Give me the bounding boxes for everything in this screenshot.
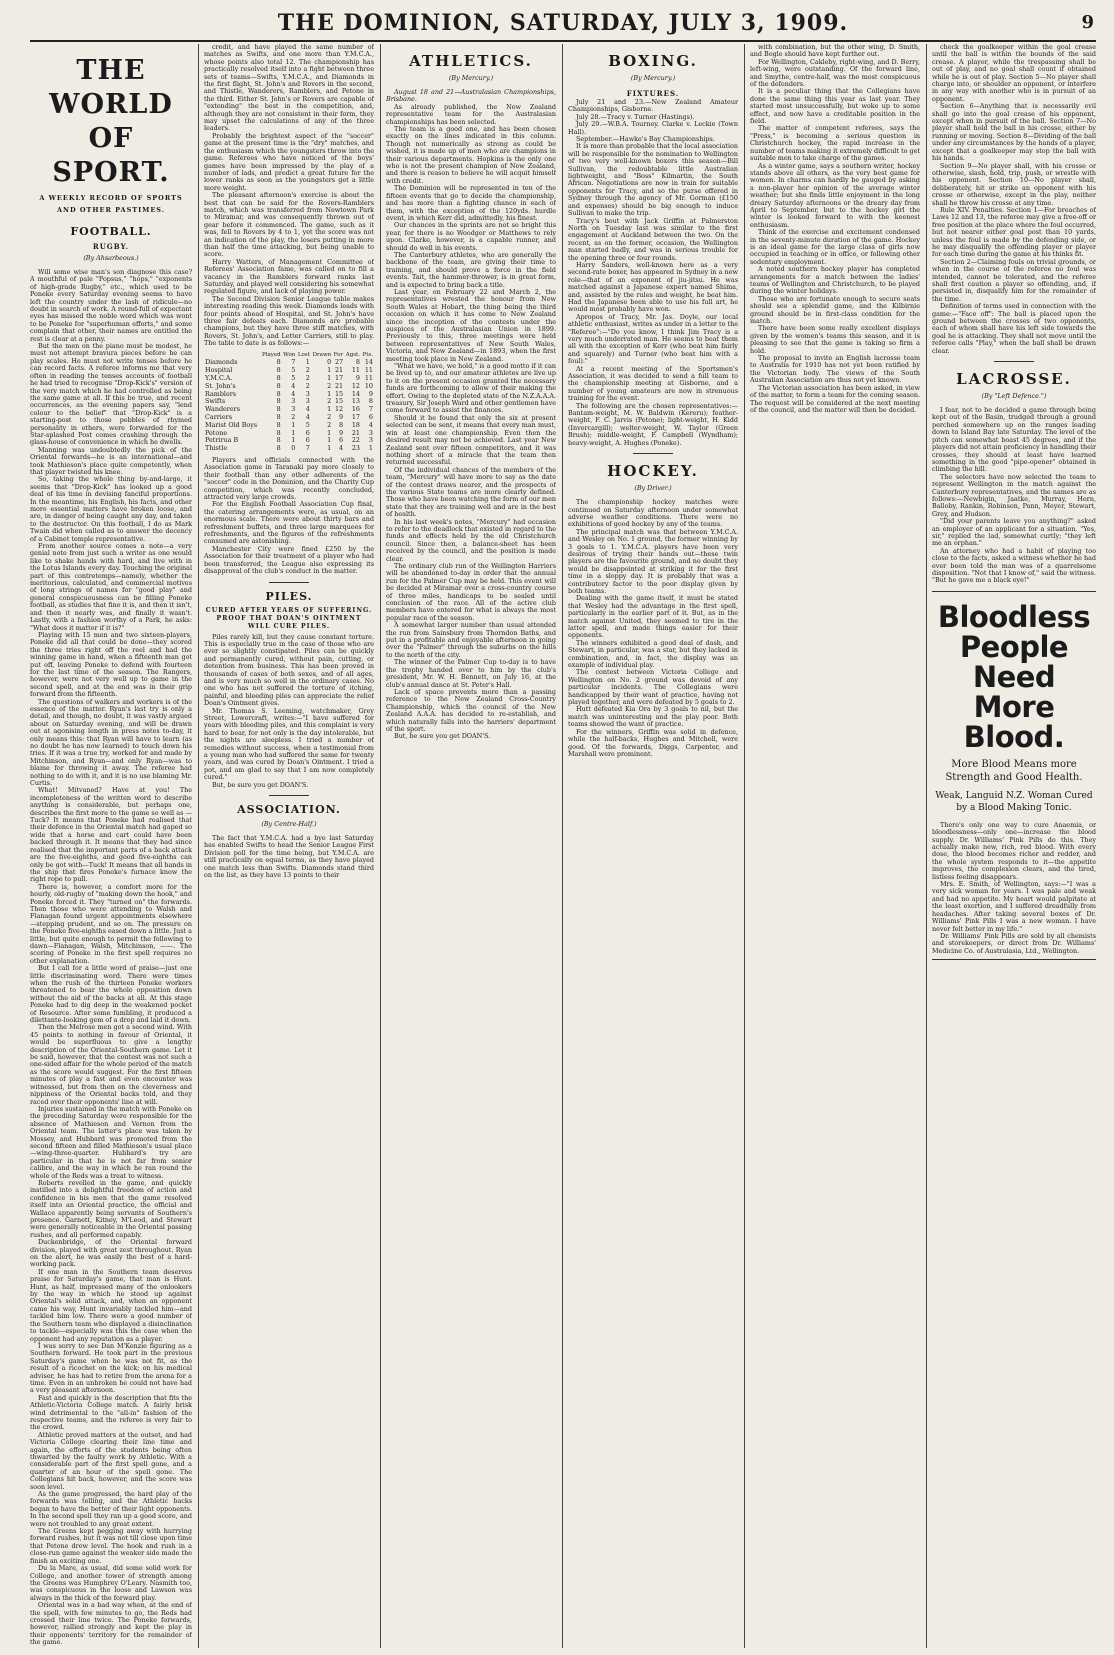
table-cell: 11 xyxy=(364,366,373,375)
table-row xyxy=(204,391,374,399)
table-cell: Ramblers xyxy=(205,389,237,398)
table-cell: 0 xyxy=(327,358,332,367)
article-paragraph: The matter of competent referees, says the "Press," is becoming a serious question in Christchurch hockey, the rapid increase in the number of teams making it extremely difficult to get suitable men to take charge of the games. xyxy=(750,124,920,163)
table-cell: 8 xyxy=(355,358,360,367)
article-paragraph: The pleasant afternoon's exercise is about the best that can be said for the Rovers-Ramblers match, which was transferred from Newtown Park to Miramar, and was consequently thrown out of gear before it commenced. The game, such as it was, fell to Rovers by 4 to 1, yet the score was not an indication of the play, the losers putting in more than half the time attacking, but being unable to score. xyxy=(204,191,374,259)
article-paragraph: Will some wise man's son diagnose this case? A mouthful of pale "Popsus," "hops," "exponents of high-grade Rugby," etc., which used to be Poneke every Saturday evening seems to have left the country under the lash of ridicule—no doubt in search of work. A round-full of expectant eyes has missed the noble word which was wont to be Poneke for "superhuman efforts," and some complain that other, their names are entitled the rest is clear at a penny. xyxy=(30,268,192,343)
article-paragraph: Should it be found that only the six at present selected can be sent, it means that every man must, win at least one championship. Even then the desired result may not be achieved. Last year New Zealand sent over fifteen competitors, and it was nothing short of a miracle that the team then returned successful. xyxy=(386,413,556,467)
table-cell: Petone xyxy=(205,428,228,437)
table-cell: 21 xyxy=(334,366,344,375)
table-cell: Petrirua B xyxy=(205,436,239,445)
lacrosse-body xyxy=(932,407,1096,518)
article-paragraph: Fast and quickly is the description that fits the Athletic-Victoria College match. A fairly brisk wind detrimental to the "all-in" fashion of the respective teams, and the referee is very fair to the crowd. xyxy=(30,1393,192,1432)
table-cell: 5 xyxy=(291,366,296,375)
article-paragraph: Definition of terms used in connection with the game:—"Face off": The ball is placed upon the ground between the crosses of two opponents, each of whom shall have his left side towards the goal he is attacking. They shall not move until the referee calls "Play," when the ball shall be drawn clear. xyxy=(932,302,1096,355)
table-cell: 8 xyxy=(368,397,373,406)
article-paragraph: Tracy's bout with Jack Griffin at Palmerston North on Tuesday last was similar to the first engagement at Auckland between the two. On the recent, as on the former, occasion, the Wellington man started badly, and was in serious trouble for the opening three or four rounds. xyxy=(568,216,738,262)
article-paragraph: Last year, on February 22 and March 2, the representatives wrested the honour from New South Wales at Hobart, the thing being the third occasion on which it has come to New Zealand since the inception of the contests under the auspices of the Australasian Union in 1899. Previously to this, three meetings were held between representatives of New South Wales, Victoria, and New Zealand—in 1893, when the first meeting took place in New Zealand. xyxy=(386,287,556,363)
boxing-body xyxy=(568,143,738,447)
lacrosse-byline: (By "Left Defence.") xyxy=(981,392,1047,401)
article-paragraph: But the men on the piano must be modest, he must not attempt bravura pieces before he can play scales. He must not write tenses before he can record facts. A referee informs me that very often in reading the tenses accounts of football he had tried to recognise "Drop-Kick's" version of the very match which he had controlled as being the same game at all. If this be true, and recent occurrences, as the evening papers say, "lend colour to the belief" that "Drop-Kick" is a starting-post to those pebbles of rhymed personality in others, were forwarded for the Star-splashed Post comes crashing through the glass-house of convenience in which he dwells. xyxy=(30,342,192,447)
table-cell: 7 xyxy=(291,358,296,367)
article-paragraph: Probably the brightest aspect of the "soccer" game at the present time is the "dry" matches, and the enthusiasm which the youngsters throw into the game. Referees who have noticed of the boys' games have been impressed by the play of a number of lads, and predict a great future for the lower ranks as soon as the youngsters get a little more weight. xyxy=(204,131,374,192)
sport-body xyxy=(30,269,192,1647)
table-cell: 21 xyxy=(351,428,360,437)
article-paragraph: Rule XIV. Penalties. Section 1—For breaches of Laws 12 and 13, the referee may give a free-off or free position at the place where the foul occurred, but not nearer either goal post than 10 yards, unless the foul is made by the defending side, or he may disqualify the offending player or player for each time during the game at his thinks fit. xyxy=(932,205,1096,259)
article-paragraph: The contest between Victoria College and Wellington on No. 2 ground was devoid of any particular incidents. The Collegians were handicapped by their want of practice, having not played together, and were defeated by 5 goals to 2. xyxy=(568,668,738,707)
table-cell: 3 xyxy=(368,436,373,445)
table-cell: 1 xyxy=(327,436,332,445)
table-cell: 14 xyxy=(351,389,360,398)
column-rule xyxy=(562,44,563,1648)
fixture-item: July 28.—Tracy v. Turner (Hastings). xyxy=(576,112,695,121)
column-rule xyxy=(380,44,381,1648)
table-cell: 14 xyxy=(364,358,373,367)
article-paragraph: I was sorry to see Dan M'Kenzie figuring as a Southern forward. He took part in the previous Saturday's game when he was not fit, as the result of a ricochet on the kick; on his medical adviser, he has had to retire from the arena for a time. Even in an unbroken he could not have had a very pleasant afternoon. xyxy=(30,1341,192,1395)
table-cell: 8 xyxy=(276,381,281,390)
article-paragraph: The Second Division Senior League table makes interesting reading this week. Diamonds leads with four points ahead of Hospital, and St. John's have three fair defeats each. Diamonds are probable champions, but they have three stiff matches, with Rovers, St. John's, and Letter Carriers, still to play. The table to date is as follows:— xyxy=(204,294,374,348)
masthead-title: THE DOMINION, SATURDAY, JULY 3, 1909. xyxy=(277,10,849,36)
article-paragraph: Roberts revelled in the game, and quickly instilled into a delightful freedom of action and confidence in his men that the game resolved itself into an Oriental practice, the official and Wallace apparently being servants of Southern's presence. Garnett, Kitney, M'Leod, and Stewart were generally noticeable in the Oriental passing rushes, and all performed capably. xyxy=(30,1178,192,1239)
table-cell: 0 xyxy=(291,444,296,453)
league-table xyxy=(204,352,374,453)
article-paragraph: But I call for a little word of praise—just one little discriminating word. There were times when the rush of the thirteen Poneke workers threatened to bear the whole opposition down without the aid of the backs at all. At this stage Poneke had to dig deep in the weakened pocket of Resource. After some fumbling, it produced a dilettante-looking gem of a drop and laid it down. xyxy=(30,964,192,1025)
table-row xyxy=(204,445,374,453)
advertisement xyxy=(932,591,1096,960)
article-paragraph: Players and officials connected with the Association game in Taranaki pay more closely to their football than any other adherents of the "soccer" code in the Dominion, and the Charity Cup competition, which was recently concluded, attracted very large crowds. xyxy=(204,456,374,502)
piles-heading: PILES. xyxy=(265,589,313,603)
athletics-heading: ATHLETICS. xyxy=(409,52,533,70)
divider xyxy=(269,582,309,583)
table-cell: 1 xyxy=(368,444,373,453)
article-paragraph: Section 6—Anything that is necessarily evil shall go into the goal crease of his opponent, except when in pursuit of the ball. Section 7—No player shall hold the ball in his crosse, either by running or moving. Section 8—Dividing of the ball under any circumstances by the hands of a player, except that a goalkeeper may stop the ball with his hands. xyxy=(932,102,1096,163)
article-paragraph: The Canterbury athletes, who are generally the backbone of the team, are giving their time to training, and should prove a force in the field events. Tait, the hammer-thrower, is in great form, and is expected to bring back a title. xyxy=(386,250,556,289)
table-cell: 18 xyxy=(351,420,360,429)
article-paragraph: As a winter game, says a southern writer, hockey stands above all others, as the very best game for women. In charms can hardly be gauged by asking a non-player her opinion of the average winter weather; but she finds little enjoyment in the long dreary Saturday afternoons or the dreary day from April to September, but to the hockey girl the winter is looked forward to with the keenest enthusiasm. xyxy=(750,161,920,229)
article-paragraph: Then the Melrose men got a second wind. With 45 points to nothing in favour of Oriental, it would be superfluous to give a lengthy description of the Oriental-Southern game. Let it be said, however, that the contest was not such a one-sided affair for the whole period of the match as the score would suggest. For the first fifteen minutes of play a fast and even encounter was witnessed, but from then on the cleverness and nippiness of the Oriental backs told, and they raced over their opponents' line at will. xyxy=(30,1023,192,1106)
article-paragraph: Manning was undoubtedly the pick of the Oriental forwards—he is an international—and took Mathieson's place quite competently, when that player twisted his knee. xyxy=(30,445,192,476)
league-table-body xyxy=(204,359,374,453)
table-cell: 6 xyxy=(339,436,344,445)
table-cell: Swifts xyxy=(205,397,226,406)
table-cell: Thistle xyxy=(205,444,228,453)
table-header-cell: Played xyxy=(262,351,281,358)
article-paragraph: Those who are fortunate enough to secure seats should see a splendid game, and the Kilbirnie ground should be in first-class condition for the match. xyxy=(750,294,920,326)
table-cell: 9 xyxy=(355,374,360,383)
article-paragraph: Manchester City were fined £250 by the Association for their treatment of a player who had been transferred, the League also expressing its disapproval of the club's conduct in the matter. xyxy=(204,544,374,576)
table-cell: 21 xyxy=(334,381,344,390)
article-paragraph: Dealing with the game itself, it must be stated that Wesley had the advantage in the first spell, particularly in the earlier part of it. But, as in the match against United, they seemed to tire in the latter spell, and made things easier for their opponents. xyxy=(568,594,738,640)
table-cell: 1 xyxy=(327,389,332,398)
football-heading: FOOTBALL. xyxy=(70,225,152,238)
article-paragraph: Apropos of Tracy, Mr. Jas. Doyle, our local athletic enthusiast, writes as under in a letter to the "Referee":—"Do you know, I think Jim Tracy is a very much underrated man. He seems to beat them all with the exception of Kerr (who beat him fairly and squarely) and Turner (who beat him with a foul)." xyxy=(568,312,738,366)
article-paragraph: Lack of space prevents more than a passing reference to the New Zealand Cross-Country Championship, which the council of the New Zealand A.A.A. has decided to re-establish, and which naturally falls into the harriers' department of the sport. xyxy=(386,687,556,733)
column-athletics xyxy=(386,44,556,1648)
table-cell: 11 xyxy=(351,366,360,375)
table-header-cell: Won xyxy=(283,351,296,358)
article-paragraph: A somewhat larger number than usual attended the run from Sainsbury from Thorndon Baths, and put in a profitable and enjoyable afternoon in going over the "Palmer" through the suburbs on the hills to the north of the city. xyxy=(386,621,556,659)
table-cell: 15 xyxy=(334,397,344,406)
fixtures-heading: FIXTURES. xyxy=(626,89,680,98)
ad-headline: Bloodless People Need More Blood. xyxy=(937,599,1091,754)
ad-paragraph: Mrs. E. Smith, of Wellington, says:—"I was a very sick woman for years. I was pale and weak and had no appetite. My heart would palpitate at the least exertion, and I suffered dreadfully from headaches. After taking several boxes of Dr. Williams' Pink Pills I was a new woman. I have never felt better in my life." xyxy=(932,880,1096,933)
masthead xyxy=(30,6,1096,42)
article-paragraph: In his last week's notes, "Mercury" had occasion to refer to the deadlock that existed in regard to the funds and effects held by the old Christchurch council. Since then, a balance-sheet has been received by the council, and the position is made clear. xyxy=(386,517,556,563)
article-paragraph: An attorney who had a habit of playing too close to the facts, asked a witness whether he had ever been told the man was of a quarrelsome disposition. "Not that I know of," said the witness. "But he gave me a black eye!" xyxy=(932,546,1096,585)
rugby-heading: RUGBY. xyxy=(92,242,130,251)
table-header-cell: For xyxy=(333,351,344,358)
article-paragraph: For the English Football Association Cup final, the catering arrangements were, as usual, on an enormous scale. There were about thirty bars and refreshment buffets, and three large marquees for refreshments, and the figures of the refreshments consumed are astonishing. xyxy=(204,500,374,546)
table-cell: 9 xyxy=(368,389,373,398)
table-cell: 17 xyxy=(334,374,344,383)
article-paragraph: The team is a good one, and has been chosen exactly on the lines indicated in this column. Though not numerically as strong as could be wished, it is made up of men who are champions in their various departments. Hopkins is the only one who is not the present champion of New Zealand, and there is reason to believe he will acquit himself with credit. xyxy=(386,125,556,185)
athletics-body xyxy=(386,104,556,741)
table-cell: 8 xyxy=(276,397,281,406)
fixture-item: July 29.—W.B.A. Tourney. Clarke v. Leckie (Town Hall). xyxy=(568,120,738,136)
article-paragraph: The championship hockey matches were continued on Saturday afternoon under somewhat adverse weather conditions. There were no exhibitions of good hockey by any of the teams. xyxy=(568,498,738,529)
table-cell: 1 xyxy=(327,444,332,453)
article-paragraph: There have been some really excellent displays given by the women's teams this season, and it is pleasing to see that the game is taking so firm a hold. xyxy=(750,324,920,355)
hockey-heading: HOCKEY. xyxy=(607,462,699,481)
article-paragraph: The Victorian association has been asked, in view of the matter, to form a team for the coming season. The request will be considered at the next meeting of the council, and the matter will then be decided. xyxy=(750,383,920,414)
article-paragraph: The ordinary club run of the Wellington Harriers will be abandoned to-day in order that the annual run for the Palmer Cup may be held. This event will be decided at Miramar over a cross-country course of three miles, handicaps to be sealed until conclusion of the race. All of the active club members have entered for what is always the most popular race of the season. xyxy=(386,562,556,622)
table-cell: 2 xyxy=(305,374,310,383)
table-cell: 2 xyxy=(327,381,332,390)
article-paragraph: A noted southern hockey player has completed arrangements for a match between the ladies' teams of Wellington and Christchurch, to be played during the winter holidays. xyxy=(750,265,920,296)
ad-tagline: Weak, Languid N.Z. Woman Cured by a Blood Making Tonic. xyxy=(935,790,1093,813)
article-paragraph: Athletic proved matters at the outset, and had Victoria College clearing their line time and again, the efforts of the students being often thwarted by the faulty work by Athletic. With a considerable part of the first spell gone, and a quarter of an hour of the spell gone. The Collegians hit back, however, and the score was soon level. xyxy=(30,1430,192,1491)
article-paragraph: with combination, but the other wing, D. Smith, and Bogle should have kept further out. xyxy=(750,44,920,59)
columns xyxy=(30,44,1096,1648)
table-cell: 3 xyxy=(291,405,296,414)
article-paragraph: "What we have, we hold," is a good motto if it can be lived up to, and our amateur athletes are live up to it on the present occasion granted the necessary funds are forthcoming to allow of their making the effort. Owing to the depleted state of the N.Z.A.A.A. treasury, Sir Joseph Ward and other gentlemen have come forward to assist the finances. xyxy=(386,362,556,415)
article-paragraph: Section 2—Claiming fouls on trivial grounds, or when in the course of the referee no foul was intended, cannot be tolerated, and the referee shall first caution a player so offending, and, if persisted in, disqualify him for the remainder of the time. xyxy=(932,257,1096,303)
table-cell: 8 xyxy=(276,366,281,375)
table-cell: 4 xyxy=(305,405,310,414)
column-boxing-hockey xyxy=(568,44,738,1648)
divider xyxy=(633,453,673,454)
table-cell: 4 xyxy=(368,420,373,429)
sport-subtitle: A WEEKLY RECORD OF SPORTS AND OTHER PASTIMES. xyxy=(39,194,183,214)
article-paragraph: Harry Watters, of Management Committee of Referees' Association fame, was called on to fill a vacancy in the Ramblers forward ranks last Saturday, and played well considering his somewhat regulated figure, and lack of playing power. xyxy=(204,257,374,296)
table-cell: 6 xyxy=(305,428,310,437)
fixture-item: September.—Hawke's Bay Championships. xyxy=(576,135,715,144)
table-cell: 8 xyxy=(276,358,281,367)
association-heading: ASSOCIATION. xyxy=(237,803,341,817)
table-cell: Wanderers xyxy=(205,405,240,414)
piles-subtitle: CURED AFTER YEARS OF SUFFERING. PROOF THAT DOAN'S OINTMENT WILL CURE PILES. xyxy=(205,606,373,630)
article-paragraph: Hutt defeated Kia Ora by 3 goals to nil, but the match was uninteresting and the play poor. Both teams showed the want of practice. xyxy=(568,705,738,729)
table-cell: 15 xyxy=(334,389,344,398)
table-row xyxy=(204,437,374,445)
table-cell: 4 xyxy=(291,381,296,390)
athletics-lead: August 18 and 21—Australasian Championships, Brisbane. xyxy=(386,88,556,104)
column-association xyxy=(204,44,374,1648)
article-paragraph: The following are the chosen representatives:—Bantam-weight, M. W. Baldwin (Kereru); feather-weight, F. C. Jarvis (Petone); light-weight, H. Kidd (Invercargill); welter-weight, W. Taylor (Green Brush); middle-weight, F. Campbell (Wyndham); heavy-weight, A. Hughes (Poneke). xyxy=(568,401,738,447)
table-cell: 2 xyxy=(327,420,332,429)
table-cell: 9 xyxy=(339,428,344,437)
column-sport xyxy=(30,44,192,1648)
table-cell: 6 xyxy=(305,436,310,445)
article-paragraph: It is more than probable that the local association will be responsible for the nomination to Wellington of two very well-known boxers this season—Bill Sullivan, the redoubtable little Australian lightweight, and "Boss" Kilmartin, the South African. Negotiations are now in train for suitable opponents for Tracy, and so the purse offered in Sydney through the agency of Mr. Gorman (£150 and expenses) should be big enough to induce Sullivan to make the trip. xyxy=(568,142,738,218)
article-paragraph: The selectors have now selected the team to represent Wellington in the match against the Canterbury representatives, and the names are as follows:—Newbigin, Jaatke, Murray, Hern, Balloby, Rankin, Robinson, Pann, Meyer, Stewart, Grey, and Hudson. xyxy=(932,472,1096,518)
table-cell: 5 xyxy=(305,420,310,429)
table-cell: 8 xyxy=(276,374,281,383)
article-paragraph: Piles rarely kill, but they cause constant torture. This is especially true in the case of those who are ever so slightly constipated. Piles can be quickly and permanently cured, without pain, cutting, or detention from business. This has been proved in thousands of cases of both sexes, and of all ages, and is very much so well in the ordinary cases. No one who has not suffered the torture of itching, painful, and bleeding piles can appreciate the relief Doan's Ointment gives. xyxy=(204,632,374,708)
table-cell: Carriers xyxy=(205,413,232,422)
anecdotes-body xyxy=(932,518,1096,585)
article-paragraph: Harry Sanders, well-known here as a very second-rate boxer, has appeared in Sydney in a new role—that of an exponent of jiu-jitsu. He was matched against a Japanese expert named Shima, and, assisted by the rules and weight, he beat him. Had the Japanese been able to use his full art, he would most probably have won. xyxy=(568,260,738,314)
association-byline: (By Centre-Half.) xyxy=(261,820,317,829)
table-cell: 1 xyxy=(327,405,332,414)
table-cell: 1 xyxy=(291,420,296,429)
table-cell: 10 xyxy=(364,381,373,390)
column-rule xyxy=(744,44,745,1648)
table-cell: 5 xyxy=(291,374,296,383)
table-cell: 3 xyxy=(368,428,373,437)
athletics-byline: (By Mercury.) xyxy=(448,74,494,82)
association-body-continued xyxy=(204,457,374,576)
boxing-heading: BOXING. xyxy=(608,52,698,70)
table-cell: 27 xyxy=(334,358,344,367)
ad-body xyxy=(932,822,1096,955)
article-paragraph: But, be sure you get DOAN'S. xyxy=(212,780,309,789)
lacrosse-heading: LACROSSE. xyxy=(956,370,1072,389)
table-cell: 8 xyxy=(276,444,281,453)
article-paragraph: Oriental was in a bad way when, at the end of the spell, with few minutes to go, the Reds had crossed their line twice. The Poneke forwards, however, rallied strongly and kept the play in their opponents' territory for the remainder of the game. xyxy=(30,1601,192,1647)
table-cell: 4 xyxy=(339,444,344,453)
table-cell: 4 xyxy=(291,389,296,398)
table-cell: 2 xyxy=(305,366,310,375)
article-paragraph: The winner of the Palmer Cup to-day is to have the trophy handed over to him by the club's president, Mr. W. H. Bennett, on July 16, at the club's annual dance at St. Peter's Hall. xyxy=(386,658,556,689)
article-paragraph: The winners exhibited a good deal of dash, and Stewart, in particular, was a star, but they lacked in combination, and, in fact, the display was an example of individual play. xyxy=(568,638,738,670)
article-paragraph: Mr. Thomas S. Leeming, watchmaker, Grey Street, Lowercraft, writes:—"I have suffered for years with bleeding piles, and this complaint is very hard to bear, for not only is the day intolerable, but the nights are sleepless. I tried a number of remedies without success, when a testimonial from a young man who had suffered the same for twenty years, and was cured by Doan's Ointment. I tried a pot, and am glad to say that I am now completely cured." xyxy=(204,706,374,782)
hockey-continued-body xyxy=(750,44,920,414)
table-cell: 8 xyxy=(276,428,281,437)
article-paragraph: Playing with 15 men and two sixteen-players, Poneke did all that could be done—they scored the three tries right off the reel and had the winning game in hand, when a fifteenth man got put off, leaving Poneke to defend with fourteen for the last time of the season. The Rangers, however, were not very well up to game in the second spell, and at the end was in their grip forward from the fifteenth. xyxy=(30,630,192,699)
table-cell: 17 xyxy=(351,413,360,422)
table-cell: 1 xyxy=(327,374,332,383)
column-lacrosse xyxy=(932,44,1096,1648)
table-cell: 2 xyxy=(327,397,332,406)
boxing-byline: (By Mercury.) xyxy=(630,74,676,82)
table-cell: 2 xyxy=(327,413,332,422)
table-cell: 3 xyxy=(305,397,310,406)
ad-subheadline: More Blood Means more Strength and Good Health. xyxy=(945,758,1083,783)
table-cell: 12 xyxy=(334,405,344,414)
table-cell: 23 xyxy=(351,444,360,453)
table-cell: 22 xyxy=(351,436,360,445)
article-paragraph: The questions of walkers and workers is of the essence of the matter. Ryan's last try is only a detail, and though, no doubt, it was vastly argued about on Saturday evening, and will be drawn out at agonising length in press notes to-day, it only means this: that Ryan will have to learn (as no doubt he has now learned) to touch down his tries. If it was a true try, worked for and made by Mitchinson, and Ryan—and only Ryan—was to blame for throwing it away. The referee had nothing to do with it, and it is no use blaming Mr. Curtis. xyxy=(30,697,192,788)
article-paragraph: So, taking the whole thing by-and-large, it seems that "Drop-Kick" has looked up a good deal of his time in devising fanciful proportions. In the meantime, his English, his facts, and other more essential matters have broken loose, and are, in danger of being caught any day, and taken to the destructor. On this football, I do as Mark Twain did when called as to answer the decency of a Cabinet temple representative. xyxy=(30,475,192,543)
article-paragraph: What! Mitvaned? Have at you! The incompleteness of the written word to describe anything is considerable, but perhaps one, describes the first more to the game so well as —Tuck? It means that Poneke had realised that their defence in the Oriental match had gaped so wide that a horse and cart could have been backed through it. It means that they had since realised that the important parts of a back attack are the five-eighths, and good five-eighths can only be got with—Tuck! It means that all hands in the ship that fires Poneke's furnace know the right rope to pull. xyxy=(30,786,192,884)
table-cell: 2 xyxy=(305,381,310,390)
table-row xyxy=(204,422,374,430)
article-paragraph: "Did your parents leave you anything?" asked an employer of an applicant for a situation. "Yes, sir," replied the lad, somewhat curtly; "they left me an orphan." xyxy=(932,517,1096,548)
lacrosse-rules-body xyxy=(932,44,1096,355)
article-paragraph: For the winners, Griffin was solid in defence, while the half-backs, Hughes and Mitchell, were good. Of the forwards, Diggs, Carpenter, and Marshall were prominent. xyxy=(568,727,738,758)
article-paragraph: Our chances in the sprints are not so bright this year, for there is no Woodger or Matthews to rely upon. Clarke, however, is a capable runner, and should do well in his events. xyxy=(386,221,556,252)
article-paragraph: At a recent meeting of the Sportsmen's Association, it was decided to send a full team to the championship meeting at Gisborne, and a number of young amateurs are now in strenuous training for the event. xyxy=(568,364,738,403)
article-paragraph: If one man in the Southern team deserves praise for Saturday's game, that man is Hunt. Hunt, as half, impressed many of the onlookers by the way in which he stood up against Oriental's solid attack, and, when an opponent came his way, Hunt invariably tackled him—and tackled him low. There were a good number of the Southern team who displayed a disinclination to tackle—especially was this the case when the opponent had any reputation as a player. xyxy=(30,1267,192,1343)
article-paragraph: Du la Mare, as usual, did some solid work for College, and another tower of strength among the Greens was Humphrey O'Leary. Nasmith too, was conspicuous in the loose and Lawson was always in the thick of the forward play. xyxy=(30,1564,192,1602)
article-paragraph: It is a peculiar thing that the Collegians have done the same thing this year as last year. They started most unsuccessfully, but woke up to some effect, and now have a creditable position in the field. xyxy=(750,87,920,126)
table-cell: 1 xyxy=(291,428,296,437)
table-cell: 1 xyxy=(305,358,310,367)
table-cell: 9 xyxy=(339,413,344,422)
table-header-cell: Lost xyxy=(297,351,310,358)
column-rule xyxy=(198,44,199,1648)
table-cell: 1 xyxy=(327,428,332,437)
table-cell: 7 xyxy=(368,405,373,414)
hockey-body xyxy=(568,499,738,758)
table-cell: 8 xyxy=(276,389,281,398)
table-cell: Y.M.C.A. xyxy=(205,374,233,383)
article-paragraph: As the game progressed, the hard play of the forwards was telling, and the Athletic backs began to have the better of their light opponents. In the second spell they ran up a good score, and were not troubled to any great extent. xyxy=(30,1490,192,1528)
article-paragraph: Of the individual chances of the members of the team, "Mercury" will have more to say as the date of the contest draws nearer, and the prospects of the various State teams are more clearly defined. Those who have been watching the form of our men state that they are training well and are in the best of health. xyxy=(386,465,556,519)
table-cell: 3 xyxy=(291,397,296,406)
table-cell: 8 xyxy=(276,405,281,414)
column-rule xyxy=(926,44,927,1648)
table-header-cell: Agst. xyxy=(345,351,360,358)
table-cell: 8 xyxy=(276,420,281,429)
article-paragraph: Duckenbridge, of the Oriental forward division, played with great zest throughout. Ryan on the alert, he was easily the best of a hard-working pack. xyxy=(30,1238,192,1269)
table-cell: 7 xyxy=(305,444,310,453)
article-paragraph: The fact that Y.M.C.A. had a bye last Saturday has enabled Swifts to head the Senior League First Division poll for the time being, but Y.M.C.A. are still practically on equal terms, as they have played one match less than Swifts. Diamonds stand third on the list, as they have 13 points to their xyxy=(204,834,374,880)
article-paragraph: As already published, the New Zealand representative team for the Australasian championships has been selected. xyxy=(386,102,556,126)
article-paragraph: Injuries sustained in the match with Poneke on the preceding Saturday were responsible for the absence of Mathieson and Vernon from the Oriental team. The latter's place was taken by Mossey, and Hubbard was promoted from the second fifteen and filled Mathieson's usual place—wing-three-quarter. Hubbard's try are particular in that he is not far from senior calibre, and the way in which he ran round the whole of the Reds was a treat to witness. xyxy=(30,1104,192,1180)
table-cell: 2 xyxy=(291,413,296,422)
article-paragraph: Think of the exercise and excitement condensed in the seventy-minute duration of the game. Hockey is an ideal game for the large class of girls now occupied in teaching or in office, or following other sedentary employment. xyxy=(750,228,920,266)
table-cell: 13 xyxy=(351,397,360,406)
piles-body xyxy=(204,634,374,790)
article-paragraph: Section 9—No player shall, with his crosse or otherwise, slash, hold, trip, push, or wrestle with his opponent. Section 10—No player shall, deliberately, hit or strike an opponent with his crosse or otherwise, except in the play, neither shall he throw his crosse at any time. xyxy=(932,161,1096,207)
page-number: 9 xyxy=(1081,12,1094,33)
table-cell: Marist Old Boys xyxy=(205,420,258,429)
column-hockey-continued xyxy=(750,44,920,1648)
table-header-cell: Drawn xyxy=(312,351,332,358)
sport-byline: (By Ahsarbeous.) xyxy=(83,254,139,262)
table-cell: Diamonds xyxy=(205,358,238,367)
table-header-cell: Pts. xyxy=(362,351,373,358)
table-cell: St. John's xyxy=(205,381,236,390)
table-cell: 11 xyxy=(364,374,373,383)
table-cell: 6 xyxy=(368,413,373,422)
article-paragraph: credit, and have played the same number of matches as Swifts, and one more than Y.M.C.A., whose points also total 12. The championship has practically resolved itself into a fight between three sets of teams—Swifts, Y.M.C.A., and Diamonds in the first flight, St. John's and Rovers in the second, and Thistle, Wanderers, Ramblers, and Petone in the third. Either St. John's or Rovers are capable of "extending" the best in the competition, and, although they are not consistent in their form, they may upset the calculations of any of the three leaders. xyxy=(204,44,374,133)
article-paragraph: The Dominion will be represented in ten of the fifteen events that go to decide the championship, and has more than a fighting chance in each of them, with the exception of the 120yds. hurdle event, in which Kerr did, admittedly, his finest. xyxy=(386,184,556,222)
table-cell: Hospital xyxy=(205,366,233,375)
sport-title: THE WORLD OF SPORT. xyxy=(49,55,173,188)
table-cell: 3 xyxy=(305,389,310,398)
article-paragraph: There is, however, a comfort more for the hourly, old-rugby of "making down the hook," and Poneke forced it. They "turned on" the forwards. Then those who were attending to Walsh and Flanagan found urgent appointments elsewhere—stepping prudent, and so on. The pressure on the Poneke five-eighths eased down a little. Just a little, but quite enough to permit the following to dawn—Flanagan, Walsh, Mitchinson, ——. The scoring of Poneke in the first spell requires no other explanation. xyxy=(30,882,192,965)
article-paragraph: From another source comes a note—a very genial note from just such a writer as one would like to shake hands with hard, and live with in the Lotus Islands every day. Touching the original part of this contretemps—namely, whether the meritorious, calculated, and commercial motives of long strings of names for "good play" and general conspicuousness can be filling Poneke football, as studies that fine it is, and then it isn't, and then it nearly was, and finally it wasn't. Lastly, with a fashion worthy of a Park, he asks: "What does it matter if it is?" xyxy=(30,542,192,632)
hockey-byline: (By Driver.) xyxy=(634,484,672,493)
article-paragraph: The proposal to invite an English lacrosse team to Australia for 1910 has not yet been ratified by the Victorian body. The views of the South Australian Association are thus not yet known. xyxy=(750,354,920,385)
article-paragraph: The Greens kept pegging away with hurrying forward rushes, but it was not till close upon time that Petone drew level. The hook and rush in a close-run game against the weaker side made the finish an exciting one. xyxy=(30,1527,192,1565)
article-paragraph: But, be sure you get DOAN'S. xyxy=(394,732,491,741)
fixtures-list xyxy=(568,99,738,143)
table-cell: 1 xyxy=(291,436,296,445)
table-cell: 8 xyxy=(339,420,344,429)
table-cell: 1 xyxy=(327,366,332,375)
article-paragraph: check the goalkeeper within the goal crease until the ball is within the bounds of the said crease. A player, while the trespassing shall be out of play, and no goal shall count if obtained while he is out of play. Section 5—No player shall charge into, or shoulder an opponent, or interfere in any way with another who is in pursuit of an opponent. xyxy=(932,44,1096,103)
ad-paragraph: Dr. Williams' Pink Pills are sold by all chemists and storekeepers, or direct from Dr. Williams' Medicine Co. of Australasia, Ltd., Wellington. xyxy=(932,931,1096,955)
divider xyxy=(269,795,309,796)
table-cell: 8 xyxy=(276,436,281,445)
article-paragraph: For Wellington, Cakleby, right-wing, and D. Berry, left-wing, were outstanding. Of the forward line, and Smythe, centre-half, was the most conspicuous of the defenders. xyxy=(750,57,920,89)
table-cell: 4 xyxy=(305,413,310,422)
divider xyxy=(994,361,1034,362)
fixture-item: July 21 and 23.—New Zealand Amateur Championships, Gisborne. xyxy=(568,98,738,114)
association-body xyxy=(204,44,374,348)
table-cell: 8 xyxy=(276,413,281,422)
association-intro xyxy=(204,835,374,879)
ad-paragraph: There's only one way to cure Anaemia, or bloodlessness—only one—increase the blood supply. Dr. Williams' Pink Pills do this. They actually make new, rich, red blood. With every dose, the blood becomes richer and redder, and the whole system responds to it—the appetite improves, the complexion clears, and the tired, listless feeling disappears. xyxy=(932,820,1096,881)
article-paragraph: I fear, not to be decided a game through being kept out of the Basin, trudged through a ground perched somewhere up on the ranges leading down to Island Bay late Saturday. The level of the pitch can somewhat boast 45 degrees, and if the players did not attain proficiency in handling their crosses, they should at least have learned something in the good "pipe-opener" obtained in climbing the hill. xyxy=(932,406,1096,474)
table-cell: 16 xyxy=(351,405,360,414)
article-paragraph: The principal match was that between Y.M.C.A. and Wesley on No. 1 ground, the former winning by 3 goals to 1. Y.M.C.A. players have been very desirous of trying their hands out—these twin players are the favourite ground, and no doubt they would be disappointed at striking it for the first time in a sloppy day. It is probably that was a contributory factor to the poor display given by both teams. xyxy=(568,527,738,595)
table-cell: 12 xyxy=(351,381,360,390)
